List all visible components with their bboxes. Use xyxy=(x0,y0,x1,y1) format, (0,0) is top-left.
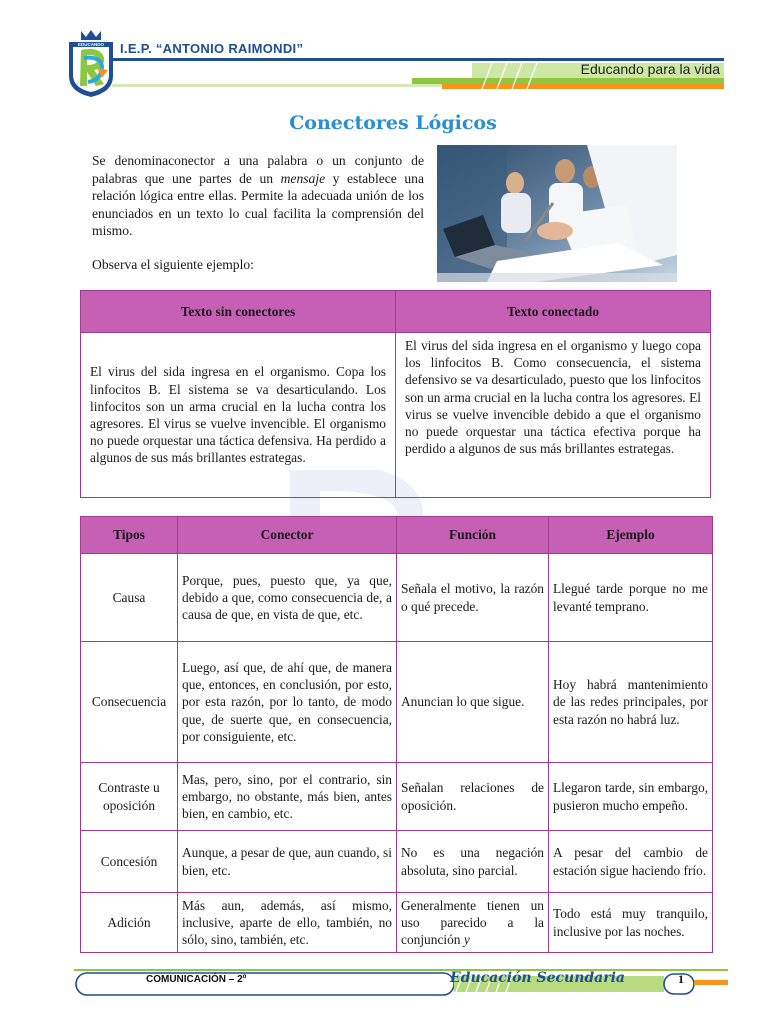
table-row xyxy=(81,893,713,953)
header-texto-conectado: Texto conectado xyxy=(396,291,711,333)
page-number: 1 xyxy=(678,972,684,986)
header-tipos: Tipos xyxy=(81,517,178,554)
tipo-cell: Concesión xyxy=(81,831,178,893)
svg-text:EDUCANDO: EDUCANDO xyxy=(77,42,105,47)
school-motto: Educando para la vida xyxy=(580,61,720,77)
table-row xyxy=(81,831,713,893)
ejemplo-cell: Todo está muy tranquilo, inclusive por las noches. xyxy=(549,893,713,953)
comparison-header-row xyxy=(81,291,711,333)
ejemplo-cell: Llegaron tarde, sin embargo, pusieron mucho empeño. xyxy=(549,763,713,831)
ejemplo-cell: A pesar del cambio de estación sigue haciendo frío. xyxy=(549,831,713,893)
funcion-cell: Señalan relaciones de oposición. xyxy=(397,763,549,831)
comparison-table xyxy=(80,290,711,498)
text-without-connectors: El virus del sida ingresa en el organismo. Copa los linfocitos B. El sistema se va desarticulando. Los linfocitos son un arma crucial en la lucha contra los agresores. El virus se vuelve invencible. El organismo no puede orquestar una táctica defensiva. Ha perdido a algunos de sus más brillantes estrategas. xyxy=(81,333,396,498)
header-funcion: Función xyxy=(397,517,549,554)
conector-cell: Luego, así que, de ahí que, de manera que, entonces, en conclusión, por esto, por esta razón, por lo tanto, de modo que, de suerte que, en consecuencia, por consiguiente, etc. xyxy=(178,642,397,763)
text-with-connectors: El virus del sida ingresa en el organismo y luego copa los linfocitos B. Como consecuencia, el sistema defensivo se va desarticulado, puesto que los linfocitos son un arma crucial en la lucha contra los agresores. El virus se vuelve invencible debido a que el organismo no puede orquestar una táctica efectiva porque ha perdido a algunos de sus más brillantes estrategas. xyxy=(396,333,711,498)
school-name: I.E.P. “ANTONIO RAIMONDI” xyxy=(120,41,304,56)
conector-cell: Porque, pues, puesto que, ya que, debido a que, como consecuencia de, a causa de que, en vista de que, etc. xyxy=(178,554,397,642)
table-row xyxy=(81,554,713,642)
page-title: Conectores Lógicos xyxy=(289,112,497,134)
header-texto-sin-conectores: Texto sin conectores xyxy=(81,291,396,333)
table-row xyxy=(81,763,713,831)
tipo-cell: Contraste u oposición xyxy=(81,763,178,831)
tipo-cell: Causa xyxy=(81,554,178,642)
ejemplo-cell: Hoy habrá mantenimiento de las redes principales, por esta razón no habrá luz. xyxy=(549,642,713,763)
conector-cell: Aunque, a pesar de que, aun cuando, si bien, etc. xyxy=(178,831,397,893)
conector-cell: Mas, pero, sino, por el contrario, sin embargo, no obstante, más bien, antes bien, en cambio, etc. xyxy=(178,763,397,831)
funcion-cell: Señala el motivo, la razón o qué precede. xyxy=(397,554,549,642)
ejemplo-cell: Llegué tarde porque no me levanté temprano. xyxy=(549,554,713,642)
connector-types-table xyxy=(80,516,713,953)
comparison-body-row xyxy=(81,333,711,498)
tipo-cell: Adición xyxy=(81,893,178,953)
example-note: Observa el siguiente ejemplo: xyxy=(92,257,254,272)
funcion-cell: Anuncian lo que sigue. xyxy=(397,642,549,763)
header-conector: Conector xyxy=(178,517,397,554)
emphasis-word: mensaje xyxy=(280,170,326,186)
table-row xyxy=(81,642,713,763)
types-header-row xyxy=(81,517,713,554)
header-ejemplo: Ejemplo xyxy=(549,517,713,554)
funcion-cell: No es una negación absoluta, sino parcial. xyxy=(397,831,549,893)
office-writing-photo xyxy=(437,145,677,282)
school-logo xyxy=(66,28,116,98)
funcion-cell: Generalmente tienen un uso parecido a la conjunción y xyxy=(397,893,549,953)
conector-cell: Más aun, además, así mismo, inclusive, aparte de ello, también, no sólo, sino, también, etc. xyxy=(178,893,397,953)
tipo-cell: Consecuencia xyxy=(81,642,178,763)
intro-paragraph: Se denominaconector a una palabra o un conjunto de palabras que une partes de un mensaje y establece una relación lógica entre ellas. Permite la adecuada unión de los enunciados en un texto lo cual facilita la comprensión del mismo. xyxy=(92,153,424,238)
footer-level: Educación Secundaria xyxy=(450,970,625,986)
footer-subject: COMUNICACIÓN – 2º xyxy=(146,974,247,985)
